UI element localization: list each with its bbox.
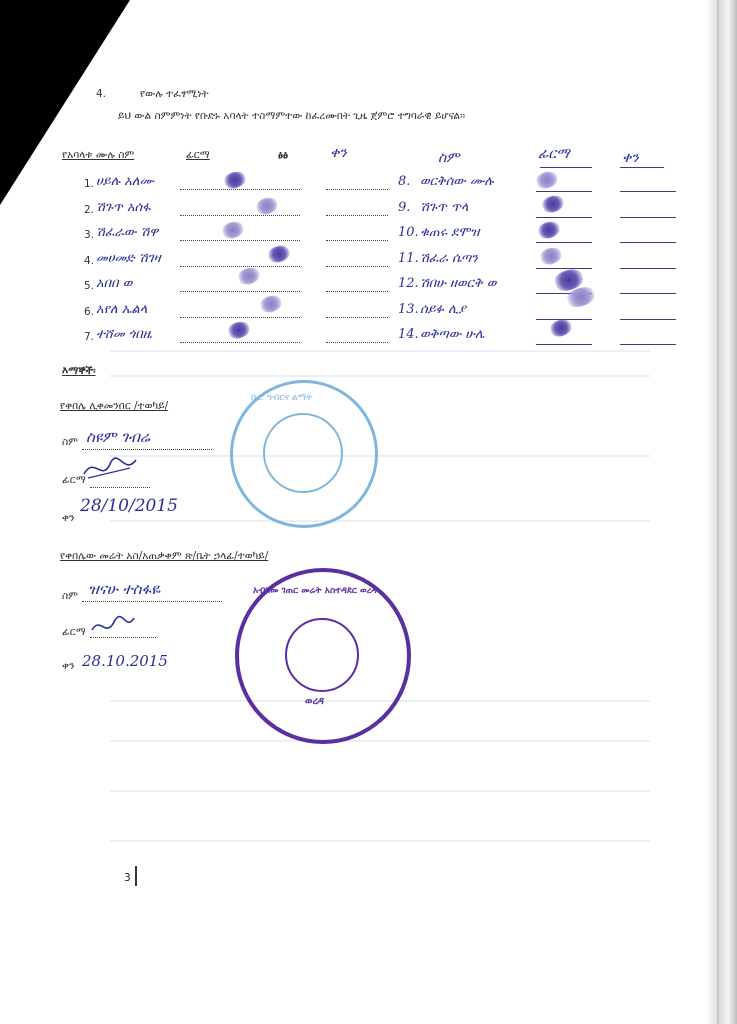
sign-label-2: ፊርማ [62,626,86,638]
dotted-line [326,316,388,318]
member-number: 6. [84,305,95,318]
header-underline [620,166,664,168]
land-admin-name: ዝናሁ ተስፋዬ [88,580,161,598]
member-name: አየለ ኤልላ [96,301,148,317]
purple-office-stamp [235,568,411,744]
purple-stamp-inner: ወረዳ [305,696,324,707]
member-number: 4. [84,254,95,267]
dotted-line [180,214,300,216]
dotted-line [326,290,388,292]
dotted-line [326,265,388,267]
member-name-right: ቁጠሩ ደሞዝ [420,225,480,240]
signature-scribble [80,452,140,486]
dotted-line [326,188,388,190]
blue-stamp-text: ቢሮ ግብርና ልማት [251,393,313,403]
column-date: ቀን [330,145,347,161]
signature-line [620,318,676,320]
section-body: ይህ ውል ስምምነት የቡድኑ አባላት ተስማምተው ከፈረሙበት ጊዜ ጀምሮ ተግባራዊ ይሆናል፡፡ [118,110,466,122]
dotted-line [326,239,388,241]
kebele-head-heading: የቀበሌ ሊቀመንበር /ተወካይ/ [60,400,169,412]
member-name: ሀይሉ አለሙ [96,174,154,189]
column-name-2: ስም [438,150,460,166]
sign-label: ፊርማ [62,474,86,486]
column-symbol: ፅፅ [278,149,289,161]
member-number-right: 10. [398,225,419,240]
name-dotted-line [82,448,212,450]
member-number: 2. [84,203,95,216]
dotted-line [180,265,300,267]
show-through-line [110,740,650,742]
fingerprint [548,317,574,340]
signature-line [536,267,592,269]
dotted-line [180,239,300,241]
member-name: ሽጉጥ አሰፋ [96,199,151,215]
dotted-line [180,290,300,292]
member-number-right: 14. [398,327,419,342]
signature-line [620,216,676,218]
name-label: ስም [62,436,78,448]
name-dotted-line-2 [82,600,222,602]
fingerprint [540,193,566,216]
header-underline [540,166,592,168]
signature-line [620,267,676,269]
fingerprint [220,219,246,242]
page-number-bar [135,866,137,886]
sign-dotted-line [90,486,150,488]
page-number: 3 [124,872,131,884]
date-label: ቀን [62,512,75,524]
fingerprint [536,219,562,242]
name-label-2: ስም [62,590,78,602]
fingerprint [226,319,252,342]
dotted-line [180,316,300,318]
member-number-right: 13. [398,301,419,317]
show-through-line [110,350,650,352]
column-signature-2: ፊርማ [538,146,570,162]
member-name-right: ሽበሁ ዘወርቅ ወ [420,276,497,291]
signature-line [620,343,676,345]
show-through-line [110,375,650,377]
signature-line [536,241,592,243]
member-name-right: ወርቅሰው ሙሉ [420,174,494,189]
land-admin-heading: የቀበሌው መሬት አስ/አጠቃቀም ጽ/ቤት ኃላፊ/ተወካይ/ [60,550,269,562]
member-name: አበበ ወ [96,276,133,291]
purple-stamp-text: አብክመ ገጠር መሬት አስተዳደር ወረዳ [253,586,378,596]
member-name-right: ሽፈራ ሴጣን [420,250,478,266]
fingerprint [266,243,292,266]
member-number: 7. [84,331,95,343]
member-name-right: ወቅጣው ሁሌ [420,327,485,342]
signature-line [536,190,592,192]
fingerprint [538,245,564,268]
kebele-head-name: ስዩም ገብሬ [86,428,150,446]
blue-office-stamp [230,380,378,528]
dotted-line [326,214,388,216]
member-name: ሽፈራው ሽዋ [96,225,159,240]
member-number-right: 8. [398,174,411,189]
section-title: የውሉ ተፈፃሚነት [140,88,209,100]
signature-line [620,241,676,243]
date-label-2: ቀን [62,660,75,672]
column-name: የአባላቱ ሙሉ ስም [62,149,135,161]
kebele-head-date: 28/10/2015 [80,496,178,516]
member-number: 1. [84,178,95,190]
column-signature: ፊርማ [186,149,210,161]
member-name-right: ሰይፉ ሊያ [420,301,467,317]
show-through-line [110,520,650,522]
member-number-right: 11. [398,250,419,266]
dotted-line [326,341,388,343]
signature-line [620,292,676,294]
member-name: ተሸመ ጎበዜ [96,327,152,342]
dotted-line [180,188,300,190]
show-through-line [110,840,650,842]
column-date-2: ቀን [622,150,639,166]
signature-line [620,190,676,192]
witnesses-title: እማኞች፡ [62,365,96,377]
member-name-right: ሽጉጥ ጥላ [420,199,469,215]
member-number: 3. [84,229,95,241]
section-number: 4. [96,88,107,100]
show-through-line [110,790,650,792]
member-number-right: 9. [398,199,411,215]
signature-line [536,343,592,345]
member-name: መሀመድ ሽገዛ [96,250,161,266]
land-admin-date: 28.10.2015 [82,652,168,670]
member-number-right: 12. [398,276,419,291]
show-through-line [110,455,650,457]
dotted-line [180,341,300,343]
page-stack-edge [707,0,737,1024]
fingerprint [236,265,262,288]
signature-line [536,216,592,218]
sheet-edge-line [717,0,719,1024]
member-number: 5. [84,280,95,292]
fingerprint [258,293,284,316]
fingerprint [534,169,560,192]
signature-scribble-2 [88,612,138,642]
